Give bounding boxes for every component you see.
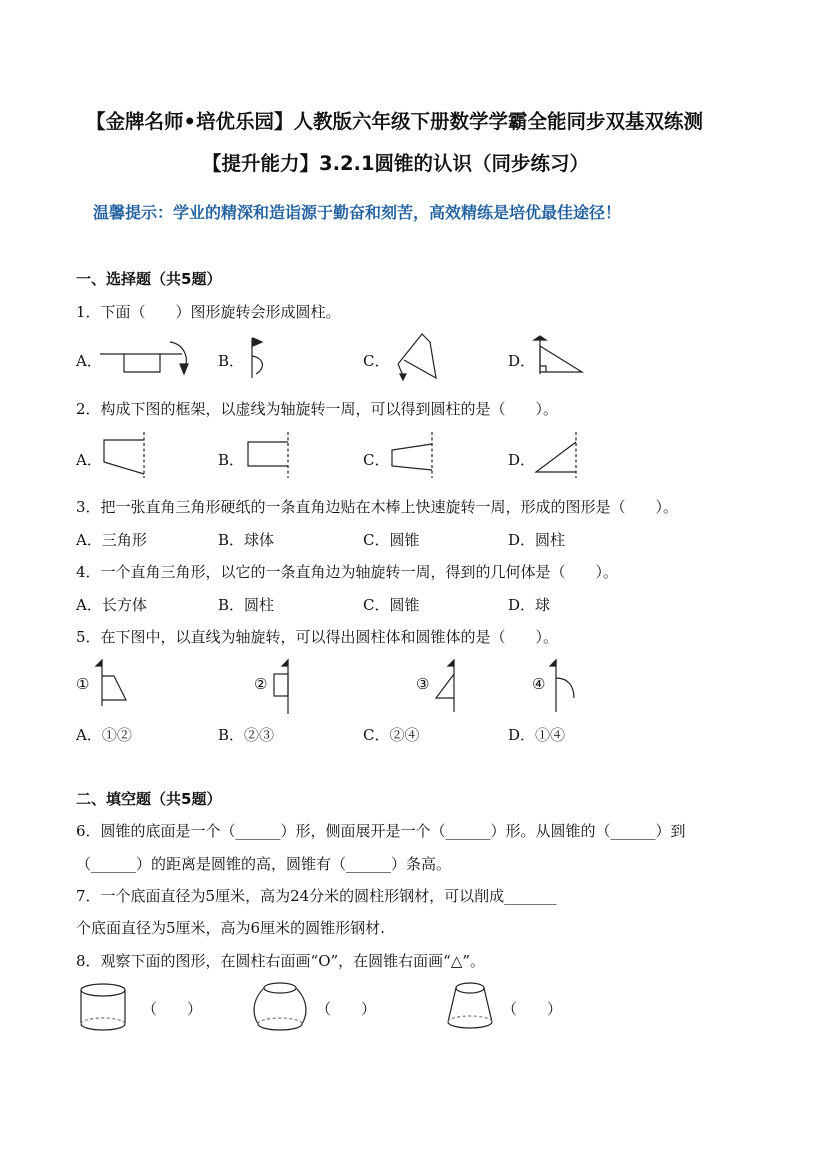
q2-figure-b	[244, 430, 294, 480]
tip-text: 温馨提示：学业的精深和造诣源于勤奋和刻苦，高效精练是培优最佳途径！	[93, 203, 622, 222]
q5-figure-3	[432, 658, 464, 714]
q5-option-d[interactable]: D．①④	[508, 726, 566, 744]
q4-option-d[interactable]: D．球	[508, 596, 551, 614]
q1-figure-c	[392, 330, 442, 382]
question-7-line-1: 7．一个底面直径为5厘米，高为24分米的圆柱形钢材，可以削成_______	[76, 887, 557, 905]
q5-figure-1	[94, 658, 134, 708]
q2-option-b[interactable]: B．	[218, 451, 245, 469]
q1-option-b[interactable]: B．	[218, 352, 245, 370]
question-1-stem: 1．下面（ ）图形旋转会形成圆柱。	[76, 303, 341, 321]
q5-option-b[interactable]: B．②③	[218, 726, 275, 744]
q8-answer-blank-3[interactable]: （ ）	[502, 1000, 563, 1018]
question-8-stem: 8．观察下面的图形，在圆柱右面画“O”，在圆锥右面画“△”。	[76, 952, 486, 970]
question-6-line-1: 6．圆锥的底面是一个（______）形，侧面展开是一个（______）形。从圆锥的（______）到	[76, 822, 686, 840]
q4-option-c[interactable]: C．圆锥	[363, 596, 420, 614]
question-3-stem: 3．把一张直角三角形硬纸的一条直角边贴在木棒上快速旋转一周，形成的图形是（ ）。	[76, 498, 679, 516]
q2-option-d[interactable]: D．	[508, 451, 536, 469]
q5-figure-label-1: ①	[76, 675, 90, 693]
q3-option-d[interactable]: D．圆柱	[508, 531, 566, 549]
q5-option-c[interactable]: C．②④	[363, 726, 420, 744]
q1-option-a[interactable]: A．	[76, 352, 102, 370]
q3-option-b[interactable]: B．球体	[218, 531, 275, 549]
q5-figure-label-4: ④	[532, 675, 546, 693]
section-fill-heading: 二、填空题（共5题）	[76, 790, 222, 808]
q1-figure-d	[532, 334, 586, 378]
question-7-line-2: 个底面直径为5厘米，高为6厘米的圆锥形钢材.	[76, 919, 385, 937]
q8-answer-blank-2[interactable]: （ ）	[316, 1000, 377, 1018]
q5-figure-label-3: ③	[416, 675, 430, 693]
q1-option-d[interactable]: D．	[508, 352, 536, 370]
q2-figure-c	[388, 430, 440, 480]
q5-figure-label-2: ②	[254, 675, 268, 693]
q2-option-a[interactable]: A．	[76, 451, 102, 469]
q3-option-c[interactable]: C．圆锥	[363, 531, 420, 549]
q1-option-c[interactable]: C．	[363, 352, 390, 370]
q2-figure-a	[98, 430, 150, 480]
q4-option-b[interactable]: B．圆柱	[218, 596, 275, 614]
q5-figure-2	[270, 658, 300, 716]
q8-figure-barrel	[250, 978, 310, 1036]
title-line-1: 【金牌名师•培优乐园】人教版六年级下册数学学霸全能同步双基双练测	[86, 110, 703, 133]
title-line-2: 【提升能力】3.2.1圆锥的认识（同步练习）	[202, 152, 590, 175]
question-6-line-2: （______）的距离是圆锥的高，圆锥有（______）条高。	[76, 855, 452, 873]
q5-figure-4	[548, 658, 580, 714]
q1-figure-b	[244, 334, 274, 380]
q3-option-a[interactable]: A．三角形	[76, 531, 147, 549]
question-4-stem: 4．一个直角三角形，以它的一条直角边为轴旋转一周，得到的几何体是（ ）。	[76, 563, 619, 581]
question-2-stem: 2．构成下图的框架，以虚线为轴旋转一周，可以得到圆柱的是（ ）。	[76, 400, 559, 418]
q8-answer-blank-1[interactable]: （ ）	[142, 1000, 203, 1018]
question-5-stem: 5．在下图中，以直线为轴旋转，可以得出圆柱体和圆锥体的是（ ）。	[76, 628, 559, 646]
q8-figure-cylinder	[78, 982, 130, 1034]
q8-figure-frustum	[444, 978, 496, 1036]
q1-figure-a	[98, 334, 194, 380]
q2-option-c[interactable]: C．	[363, 451, 390, 469]
section-choice-heading: 一、选择题（共5题）	[76, 270, 222, 288]
q2-figure-d	[530, 430, 582, 480]
q4-option-a[interactable]: A．长方体	[76, 596, 147, 614]
q5-option-a[interactable]: A．①②	[76, 726, 132, 744]
